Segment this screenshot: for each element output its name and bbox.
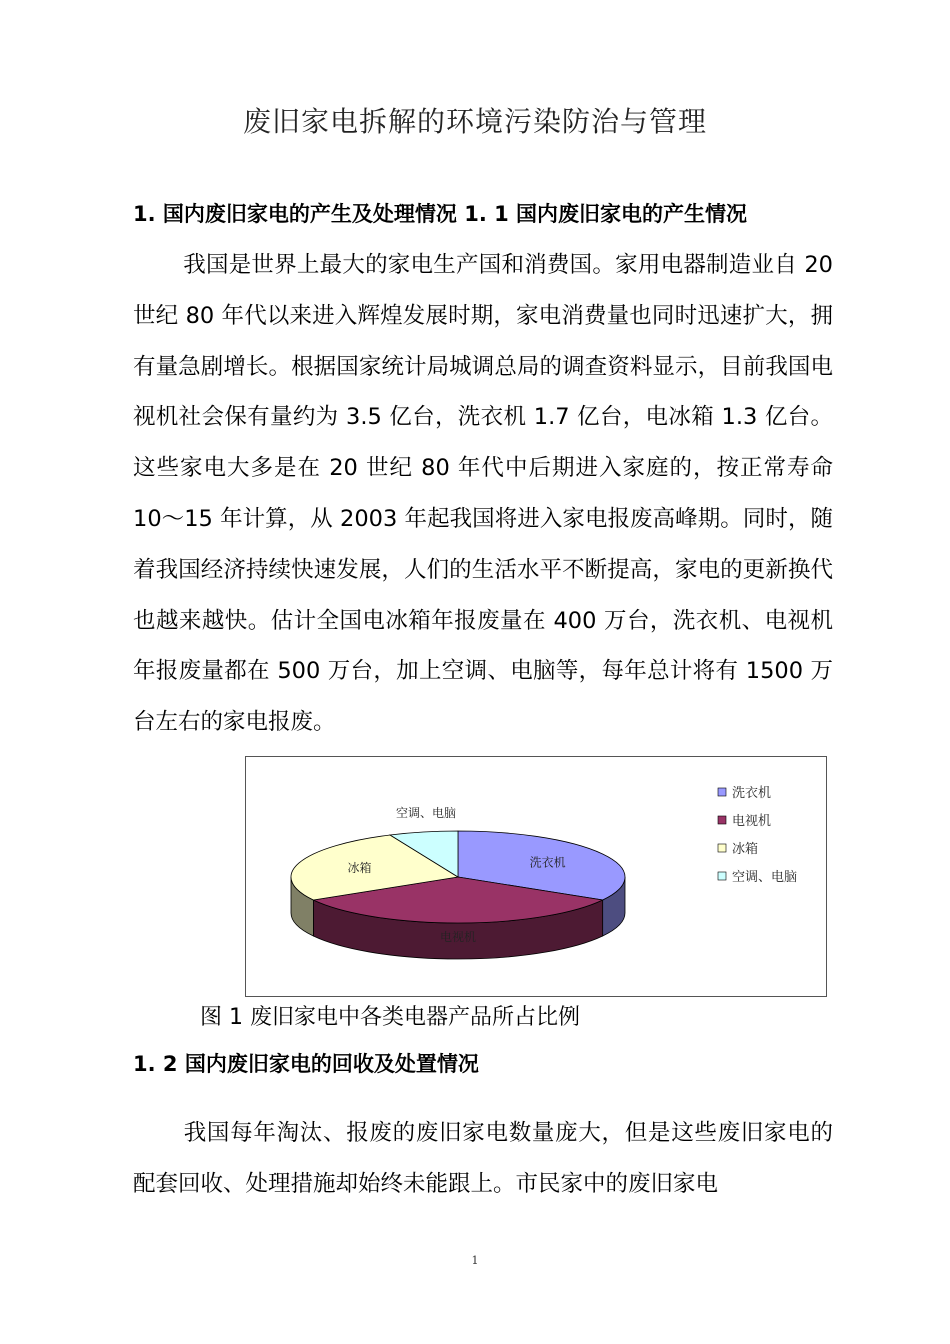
legend-swatch-电视机: [718, 816, 726, 824]
pie-chart: [245, 756, 827, 997]
data-label-空调、电脑: 空调、电脑: [395, 806, 457, 820]
pie-chart-svg: [246, 757, 828, 998]
page-number: 1: [471, 1254, 479, 1267]
paragraph-1: [133, 240, 833, 748]
paragraph-1-text: 我国是世界上最大的家电生产国和消费国。家用电器制造业自 20 世纪 80 年代以来进入辉煌发展时期，家电消费量也同时迅速扩大，拥有量急剧增长。根据国家统计局城调总局的调查资料显示，目前我国电视机社会保有量约为 3.5 亿台，洗衣机 1.7 亿台，电冰箱 1.3 亿台。这些家电大多是在 20 世纪 80 年代中后期进入家庭的，按正常寿命 10～15 年计算，从 2003 年起我国将进入家电报废高峰期。同时，随着我国经济持续快速发展，人们的生活水平不断提高，家电的更新换代也越来越快。估计全国电冰箱年报废量在 400 万台，洗衣机、电视机年报废量都在 500 万台，加上空调、电脑等，每年总计将有 1500 万台左右的家电报废。: [133, 252, 833, 736]
paragraph-2-text: 我国每年淘汰、报废的废旧家电数量庞大，但是这些废旧家电的配套回收、处理措施却始终未能跟上。市民家中的废旧家电: [133, 1120, 833, 1197]
legend-label-空调、电脑: 空调、电脑: [732, 870, 798, 885]
chart-legend: [718, 785, 797, 885]
data-label-冰箱: 冰箱: [347, 861, 372, 876]
data-label-电视机: 电视机: [440, 930, 477, 944]
legend-label-电视机: 电视机: [732, 814, 772, 829]
legend-swatch-洗衣机: [718, 788, 726, 796]
section-heading-2: 1. 2 国内废旧家电的回收及处置情况: [133, 1052, 479, 1076]
legend-label-洗衣机: 洗衣机: [732, 786, 772, 801]
section-heading-1: 1. 国内废旧家电的产生及处理情况 1. 1 国内废旧家电的产生情况: [133, 202, 748, 226]
legend-swatch-空调、电脑: [718, 872, 726, 880]
pie-top-group: [291, 831, 625, 923]
legend-swatch-冰箱: [718, 844, 726, 852]
data-label-洗衣机: 洗衣机: [529, 855, 566, 870]
paragraph-2: [133, 1108, 833, 1210]
figure-caption: 图 1 废旧家电中各类电器产品所占比例: [200, 1005, 580, 1030]
document-title: 废旧家电拆解的环境污染防治与管理: [242, 105, 707, 138]
legend-label-冰箱: 冰箱: [732, 842, 759, 857]
